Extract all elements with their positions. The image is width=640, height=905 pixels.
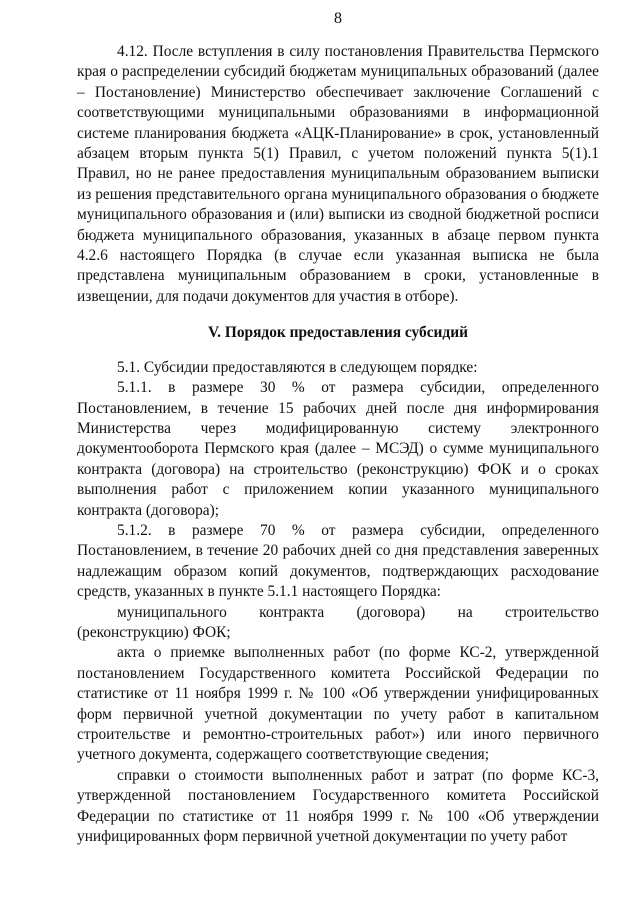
section-heading: V. Порядок предоставления субсидий <box>208 324 468 342</box>
paragraph-certificate-ks3: справки о стоимости выполненных работ и затрат (по форме КС-3, утвержденной постановлением Государственного комитета Российской Федерации по статистике от 11 ноября 1999 г. № 100 «Об утверждении унифицированных форм первичной учетной документации по учету работ <box>77 766 599 846</box>
document-page <box>77 0 599 905</box>
paragraph-5-1-2: 5.1.2. в размере 70 % от размера субсидии, определенного Постановлением, в течение 20 рабочих дней со дня представления заверенных надлежащим образом копий документов, подтверждающих расходование средств, указанных в пункте 5.1.1 настоящего Порядка: <box>77 521 599 601</box>
paragraph-4-12: 4.12. После вступления в силу постановления Правительства Пермского края о распределении субсидий бюджетам муниципальных образований (далее – Постановление) Министерство обеспечивает заключение Соглашений с соответствующими муниципальными образованиями в информационной системе планирования бюджета «АЦК-Планирование» в срок, установленный абзацем вторым пункта 5(1) Правил, с учетом положений пункта 5(1).1 Правил, но не ранее предоставления муниципальным образованием выписки из решения представительного органа муниципального образования о бюджете муниципального образования и (или) выписки из сводной бюджетной росписи бюджета муниципального образования, указанных в абзаце первом пункта 4.2.6 настоящего Порядка (в случае если указанная выписка не была представлена муниципальным образованием в сроки, установленные в извещении, для подачи документов для участия в отборе). <box>77 43 599 305</box>
paragraph-act-ks2: акта о приемке выполненных работ (по форме КС-2, утвержденной постановлением Государственного комитета Российской Федерации по статистике от 11 ноября 1999 г. № 100 «Об утверждении унифицированных форм первичной учетной документации по учету работ в капитальном строительстве и ремонтно-строительных работ») или иного первичного учетного документа, содержащего соответствующие сведения; <box>77 644 599 764</box>
document-body <box>77 42 599 847</box>
paragraph-5-1-1: 5.1.1. в размере 30 % от размера субсидии, определенного Постановлением, в течение 15 рабочих дней после дня информирования Министерства через модифицированную систему электронного документооборота Пермского края (далее – МСЭД) о сумме муниципального контракта (договора) на строительство (реконструкцию) ФОК и о сроках выполнения работ с приложением копии указанного муниципального контракта (договора); <box>77 379 599 519</box>
paragraph-contract: муниципального контракта (договора) на строительство (реконструкцию) ФОК; <box>77 603 599 641</box>
paragraph-5-1: 5.1. Субсидии предоставляются в следующем порядке: <box>117 358 478 376</box>
page-number: 8 <box>334 10 342 27</box>
